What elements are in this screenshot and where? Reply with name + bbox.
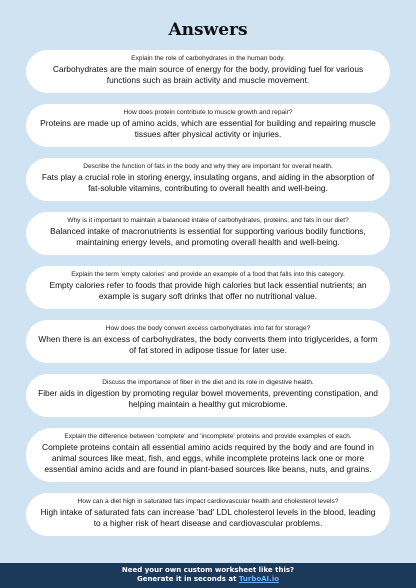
- footer-generate-text: Generate it in seconds at: [136, 575, 239, 583]
- answer-card: [26, 212, 390, 255]
- answer-card: [26, 158, 390, 201]
- footer-generate-line: [0, 575, 416, 584]
- question-text: How does the body convert excess carbohydrates into fat for storage?: [105, 325, 311, 332]
- answer-card: [26, 266, 390, 309]
- answer-text: When there is an excess of carbohydrates, the body converts them into triglycerides, a form of fat stored in adipose tissue for later use.: [38, 334, 378, 355]
- answer-text: Carbohydrates are the main source of energy for the body, providing fuel for various functions such as brain activity and muscle movement.: [52, 64, 364, 85]
- answer-card: [26, 374, 390, 417]
- answer-text: Empty calories refer to foods that provide high calories but lack essential nutrients; an example is sugary soft drinks that offer no nutritional value.: [49, 280, 367, 301]
- answer-text: High intake of saturated fats can increase 'bad' LDL cholesterol levels in the blood, leading to a higher risk of heart disease and cardiovascular problems.: [40, 507, 376, 528]
- question-text: How can a diet high in saturated fats impact cardiovascular health and cholesterol levels?: [77, 498, 339, 505]
- footer-banner: [0, 563, 416, 588]
- question-text: Describe the function of fats in the body and why they are important for overall health.: [83, 163, 333, 170]
- answer-text: Balanced intake of macronutrients is essential for supporting various bodily functions, maintaining energy levels, and promoting overall health and well-being.: [50, 226, 366, 247]
- question-text: Explain the term 'empty calories' and provide an example of a food that falls into this category.: [71, 271, 345, 278]
- answer-card: [26, 104, 390, 147]
- question-text: Why is it important to maintain a balanced intake of carbohydrates, proteins, and fats in our diet?: [67, 217, 349, 224]
- question-text: How does protein contribute to muscle growth and repair?: [123, 109, 293, 116]
- footer-cta-text: Need your own custom worksheet like this?: [121, 566, 295, 574]
- footer-link[interactable]: TurboAI.io: [238, 575, 280, 583]
- answer-card: [26, 428, 390, 482]
- answer-text: Proteins are made up of amino acids, which are essential for building and repairing muscle tissues after physical activity or injuries.: [40, 118, 376, 139]
- answer-text: Fiber aids in digestion by promoting regular bowel movements, preventing constipation, and helping maintain a healthy gut microbiome.: [38, 388, 378, 409]
- question-text: Explain the difference between 'complete' and 'incomplete' proteins and provide examples of each.: [64, 433, 352, 440]
- answer-card: [26, 493, 390, 536]
- answer-card: [26, 50, 390, 93]
- page-title: Answers: [168, 20, 248, 40]
- answer-text: Fats play a crucial role in storing energy, insulating organs, and aiding in the absorption of fat-soluble vitamins, contributing to overall health and well-being.: [41, 172, 375, 193]
- answer-text: Complete proteins contain all essential amino acids required by the body and are found in animal sources like meat, fish, and eggs, while incomplete proteins lack one or more essential amino acids and are found in plant-based sources like beans, nuts, and grains.: [42, 442, 374, 474]
- answer-card: [26, 320, 390, 363]
- question-text: Discuss the importance of fiber in the diet and its role in digestive health.: [102, 379, 314, 386]
- question-text: Explain the role of carbohydrates in the human body.: [131, 55, 285, 62]
